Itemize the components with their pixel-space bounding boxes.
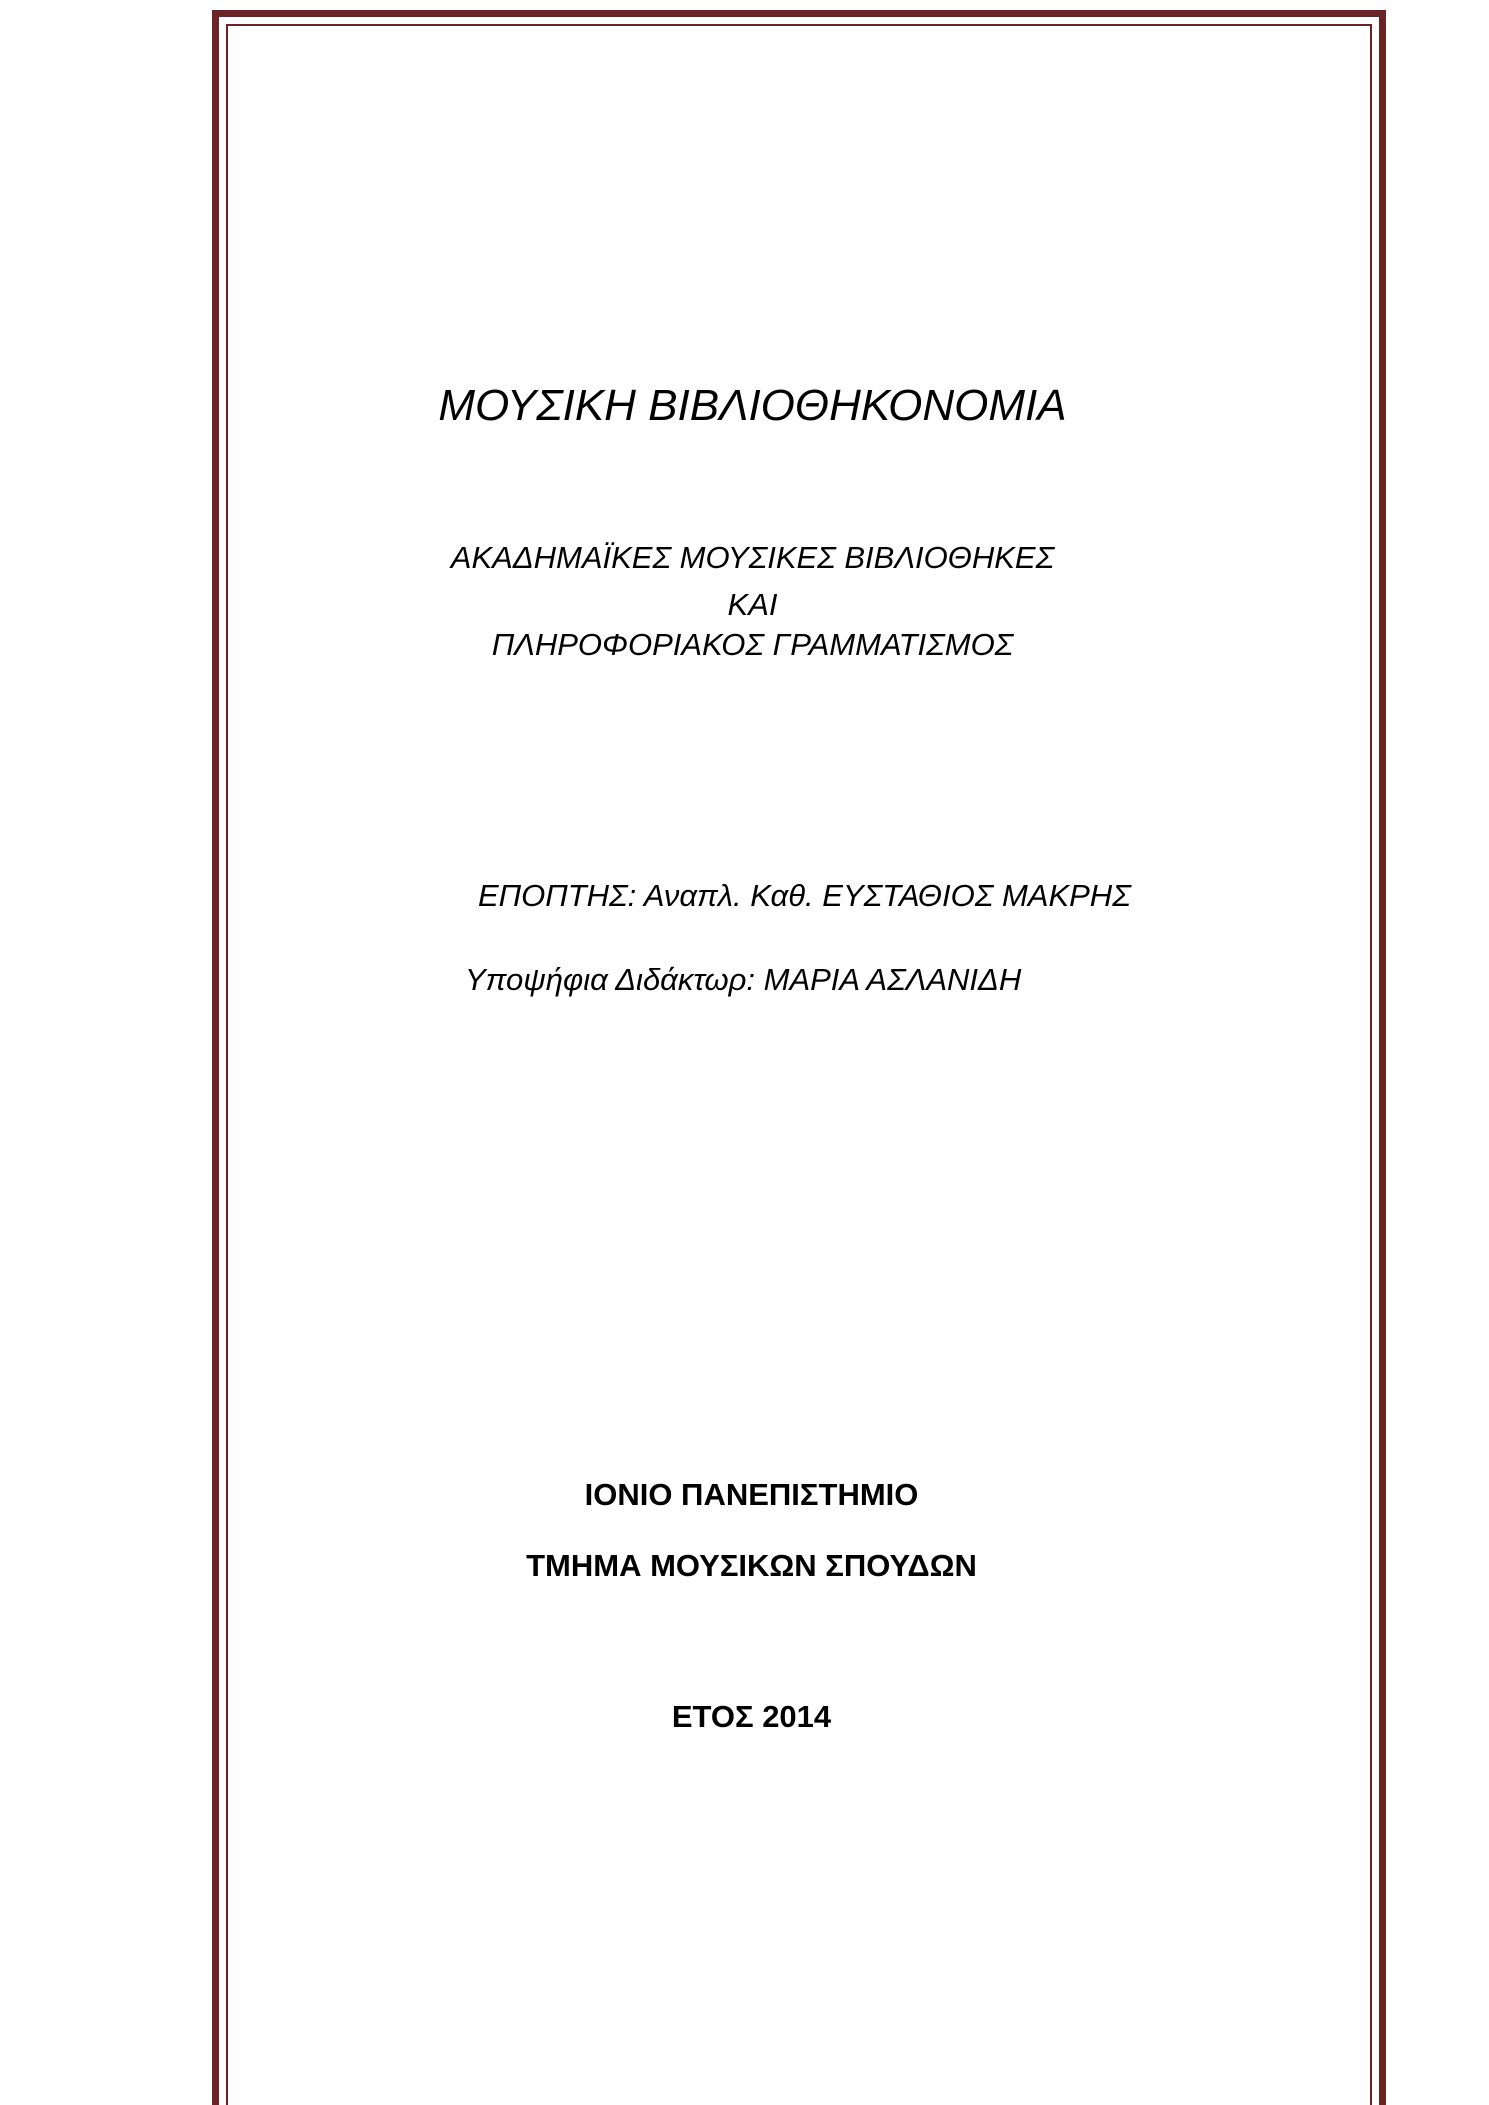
supervisor-line: ΕΠΟΠΤΗΣ: Αναπλ. Καθ. ΕΥΣΤΑΘΙΟΣ ΜΑΚΡΗΣ [478, 878, 1131, 913]
department-name: ΤΜΗΜΑ ΜΟΥΣΙΚΩΝ ΣΠΟΥΔΩΝ [526, 1548, 977, 1583]
subtitle-line-3: ΠΛΗΡΟΦΟΡΙΑΚΟΣ ΓΡΑΜΜΑΤΙΣΜΟΣ [491, 627, 1014, 662]
candidate-line: Υποψήφια Διδάκτωρ: ΜΑΡΙΑ ΑΣΛΑΝΙΔΗ [465, 962, 1022, 997]
university-name: ΙΟΝΙΟ ΠΑΝΕΠΙΣΤΗΜΙΟ [584, 1477, 919, 1512]
year-line: ΕΤΟΣ 2014 [671, 1699, 832, 1734]
page-border-inner [226, 24, 1372, 2105]
subtitle-line-2: ΚΑΙ [727, 587, 778, 622]
document-title: ΜΟΥΣΙΚΗ ΒΙΒΛΙΟΘΗΚΟΝΟΜΙΑ [438, 381, 1067, 430]
subtitle-line-1: ΑΚΑΔΗΜΑΪΚΕΣ ΜΟΥΣΙΚΕΣ ΒΙΒΛΙΟΘΗΚΕΣ [450, 540, 1055, 575]
